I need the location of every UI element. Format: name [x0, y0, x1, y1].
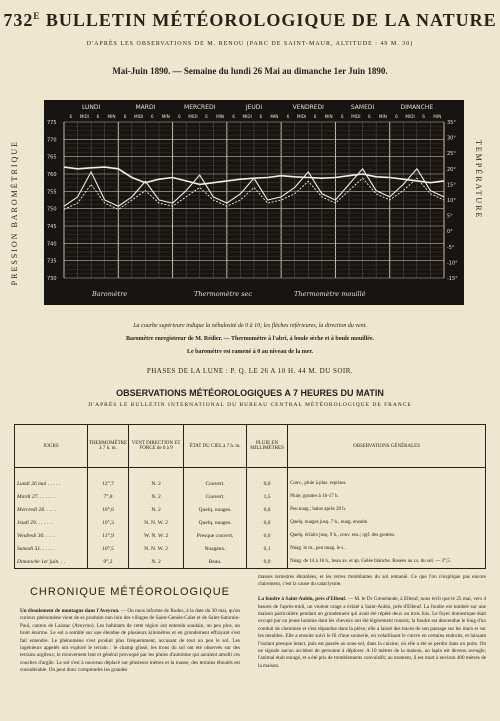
pressure-tick: 730 [47, 276, 57, 282]
temperature-tick: 15° [447, 182, 456, 189]
table-row [15, 490, 486, 503]
col-vent: VENT DIRECTION ET FORCE de 0 à 9 [129, 425, 184, 468]
temperature-tick: -15° [447, 276, 458, 282]
day-label: JEUDI [245, 104, 263, 111]
hour-label: 6 [123, 114, 127, 119]
col-thermometre: THERMOMÈTRE à 7 h. m. [88, 425, 129, 468]
thermo-cell: 11°,9 [88, 529, 129, 542]
observations-subtitle: D'APRÈS LE BULLETIN INTERNATIONAL DU BUREAU CENTRAL MÉTÉOROLOGIQUE DE FRANCE [88, 402, 412, 408]
hour-label: 6 [395, 114, 398, 119]
temperature-tick: 30° [447, 135, 456, 142]
hour-label: 6 [150, 114, 154, 119]
wind-cell: N. 2 [129, 468, 184, 491]
hour-label: 6 [178, 114, 181, 119]
day-cell: Jeudi 29. . . . . . . [15, 516, 88, 529]
hour-label: MIDI [188, 114, 198, 119]
hour-label: 6 [422, 114, 425, 119]
rain-cell: 0,0 [247, 516, 288, 529]
hour-label: 6 [205, 114, 208, 119]
rain-cell: 0,0 [247, 503, 288, 516]
remarks-cell: Quelq. éclairs jusq. 9 h., couv. ens.; qqf. des gouttes. [288, 529, 486, 542]
day-label: VENDREDI [292, 104, 324, 111]
sky-cell: Couvert. [184, 490, 247, 503]
day-cell: Dimanche 1er juin. . . [15, 555, 88, 569]
col-jours: JOURS [15, 425, 88, 468]
hour-label: MIDI [351, 114, 361, 119]
hour-label: MIN [270, 114, 279, 119]
day-cell: Mercredi 28. . . . . [15, 503, 88, 516]
day-cell: Mardi 27. . . . . . . [15, 490, 88, 503]
pressure-axis-label: PRESSION BAROMÉTRIQUE [10, 140, 19, 286]
temperature-tick: 0° [447, 229, 453, 236]
sky-cell: Presque couvert. [184, 529, 247, 542]
pressure-tick: 775 [47, 120, 57, 126]
table-row [15, 555, 486, 569]
day-label: SAMEDI [350, 104, 375, 111]
thermo-cell: 10°,3 [88, 516, 129, 529]
observations-table [14, 424, 486, 569]
day-label: LUNDI [81, 104, 101, 111]
pressure-tick: 770 [47, 137, 57, 144]
day-label: DIMANCHE [400, 104, 434, 111]
chronique-left-column [20, 608, 240, 675]
observer-line: D'APRÈS LES OBSERVATIONS DE M. RENOU (PARC DE SAINT-MAUR, ALTITUDE : 49 M. 30) [86, 41, 414, 47]
sky-cell: Couvert. [184, 468, 247, 491]
temperature-tick: 10° [447, 198, 456, 204]
hour-label: MIDI [296, 114, 307, 119]
temperature-tick: 20° [447, 166, 456, 173]
hour-label: 6 [368, 114, 371, 119]
legend-label: Baromètre [92, 290, 128, 298]
wind-cell: N. 2 [129, 490, 184, 503]
pressure-tick: 735 [47, 258, 57, 265]
article-text-eboulement: — On nous informe de Rodez, à la date du 30 mai, qu'un curieux phénomène vient de se produire non loin des villages de Saint-Geniès-Colet et de Saint-Saturnin-Paul, canton de Laissac (Aveyron). Les habitants de cette région ont entendu soudain, un peu plus, un bruit énorme. Le sol a semblé sur une étendue de plusieurs kilomètres et en grondement effrayant s'est fait entendre. Le phénomène s'est produit plus fréquemment, accusant de tout un peu le sol. Les ingénieurs appelés ont exploré le terrain : le champ glissé, les trous du sol ont été observés sur des terrains argileux; le mouvement lent et général provoqué par les pluies d'automne qui auraient amolli ces couches d'argile. Le sol s'est à nouveau déplacé sur plusieurs mètres et la masse, des terrains éboulés est considérable. On peut donc comprendre les grandes [20, 608, 241, 674]
caption-nebulosity: La courbe supérieure indique la nébulosité de 0 à 10; les flèches inférieures, la direction du vent. [133, 323, 367, 329]
hour-label: MIDI [405, 114, 415, 119]
hour-label: MIN [161, 114, 170, 119]
bulletin-header [0, 10, 500, 31]
article-heading-eboulement: Un éboulement de montagne dans l'Aveyron. [20, 608, 120, 614]
temperature-tick: 25° [447, 151, 456, 158]
wind-cell: N. 2 [129, 555, 184, 569]
rain-cell: 0,1 [247, 542, 288, 555]
caption-instruments: Baromètre enregistreur de M. Rédier. — Thermomètre à l'abri, à boule sèche et à boule mouillée. [125, 336, 375, 342]
hour-label: MIN [107, 114, 116, 119]
pressure-tick: 740 [47, 241, 57, 248]
rain-cell: 0,0 [247, 529, 288, 542]
day-cell: Vendredi 30. . . . . [15, 529, 88, 542]
legend-label: Thermomètre mouillé [294, 290, 366, 298]
sky-cell: Quelq. nuages. [184, 516, 247, 529]
day-label: MARDI [135, 104, 156, 111]
rain-cell: 0,0 [247, 468, 288, 491]
table-row [15, 542, 486, 555]
rain-cell: 1,5 [247, 490, 288, 503]
wind-cell: N. 2 [129, 503, 184, 516]
temperature-axis-label: TEMPÉRATURE [474, 140, 483, 220]
remarks-cell: Couv., pluie à plus. reprises. [288, 468, 486, 491]
hour-label: 6 [96, 114, 100, 119]
weather-chart [44, 100, 464, 305]
wind-cell: W. N. W. 2 [129, 529, 184, 542]
legend-label: Thermomètre sec [194, 290, 253, 298]
pressure-tick: 755 [47, 189, 57, 196]
col-etat-ciel: ÉTAT DU CIEL à 7 h. m. [184, 425, 247, 468]
bulletin-title: $732^E$ BULLETIN MÉTÉOROLOGIQUE DE LA NATURE [3, 10, 497, 30]
rain-cell: 0,0 [247, 555, 288, 569]
moon-phase: PHASES DE LA LUNE : P. Q. LE 26 A 10 H. 44 M. DU SOIR. [146, 367, 354, 375]
table-row [15, 468, 486, 491]
table-row [15, 516, 486, 529]
sky-cell: Nuageux. [184, 542, 247, 555]
hour-label: MIN [433, 114, 442, 119]
hour-label: 6 [286, 114, 290, 119]
thermo-cell: 7°,8 [88, 490, 129, 503]
pressure-tick: 760 [47, 172, 57, 178]
caption-sea-level: Le baromètre est ramené à 0 au niveau de la mer. [186, 349, 314, 355]
day-cell: Lundi 26 mai . . . . . [15, 468, 88, 491]
hour-label: MIDI [242, 114, 252, 119]
thermo-cell: 12°,7 [88, 468, 129, 491]
hour-label: MIDI [133, 114, 144, 119]
wind-cell: N. N. W. 2 [129, 516, 184, 529]
article-heading-foudre: La foudre à Saint-Aubin, près d'Elbeuf. [258, 596, 347, 603]
chronique-right-column [258, 574, 486, 670]
sky-cell: Quelq. nuages. [184, 503, 247, 516]
pressure-tick: 750 [47, 206, 57, 213]
thermo-cell: 10°,6 [88, 503, 129, 516]
weather-chart-svg [44, 100, 464, 305]
hour-label: 6 [232, 114, 235, 119]
hour-label: MIN [216, 114, 225, 119]
remarks-cell: Nuag. le m., peu nuag. le s. [288, 542, 486, 555]
pressure-tick: 745 [47, 224, 57, 230]
table-row [15, 503, 486, 516]
sky-cell: Beau. [184, 555, 247, 569]
col-pluie: PLUIE EN MILLIMÈTRES [247, 425, 288, 468]
thermo-cell: 10°,5 [88, 542, 129, 555]
observations-title: OBSERVATIONS MÉTÉOROLOGIQUES A 7 HEURES DU MATIN [116, 388, 384, 398]
hour-label: MIN [324, 114, 333, 119]
pressure-tick: 765 [47, 154, 57, 161]
remarks-cell: Peu nuag.; halos après 20 h. [288, 503, 486, 516]
temperature-tick: -5° [447, 244, 455, 251]
article-text-foudre: — M. le Dr Grenelande, à Elbeuf, nous écrit que le 25 mai, vers 4 heures de l'après-midi, un violent orage a éclaté à Saint-Aubin, près d'Elbeuf. La foudre est tombée sur une maison particulière pendant un grondement qui avait été répété deux ou trois fois. Le foyer domestique était occupé par un jeune homme dont les cheveux ont été légèrement roussis; la foudre est descendue le long d'un conduit de cheminée et s'est répandue dans la pièce; elle a laissé des traces de son passage sur les murs et sur les meubles. Elle a ensuite suivi le fil d'une sonnerie, en volatilisant le cuivre en certains endroits, et laissant l'isolant presque intact, puis est passée au sous-sol, dans la cuisine, où elle a été se perdre dans un puits. On ne signale aucun accident de personne à déplorer. A 10 mètres de la maison, un lapin est devenu aveugle; l'animal était enragé, et a été pris de tremblements convulsifs; au moment, il est mort à environ 400 mètres de la maison. [258, 596, 486, 669]
thermo-cell: 9°,2 [88, 555, 129, 569]
week-line: Mai-Juin 1890. — Semaine du lundi 26 Mai au dimanche 1er Juin 1890. [112, 66, 388, 76]
temperature-tick: 5° [447, 213, 453, 220]
hour-label: 6 [313, 114, 317, 119]
hour-label: 6 [259, 114, 263, 119]
remarks-cell: Quelq. nuages jusq. 7 h., nuag. ensuite. [288, 516, 486, 529]
wind-cell: N. N. W. 2 [129, 542, 184, 555]
table-row [15, 529, 486, 542]
chronique-title: CHRONIQUE MÉTÉOROLOGIQUE [29, 586, 231, 598]
hour-label: 6 [340, 114, 344, 119]
remarks-cell: Nuag. de 14 à 16 h., beau av. et ap. Gelée blanche. Rosées au r.s. du sol. — 3°,5. [288, 555, 486, 569]
hour-label: MIN [378, 114, 387, 119]
remarks-cell: Pluie; gouttes à 16-17 h. [288, 490, 486, 503]
col-observations: OBSERVATIONS GÉNÉRALES [288, 425, 486, 468]
hour-label: 6 [69, 114, 73, 119]
day-label: MERCREDI [184, 104, 216, 111]
hour-label: MIDI [79, 114, 90, 119]
day-cell: Samedi 31. . . . . . [15, 542, 88, 555]
temperature-tick: -10° [447, 260, 458, 267]
article-text-continued: masses terrestres ébranlées, et les terres tremblantes du sol remanié. Ce que l'on n'explique pas encore clairement, c'est la cause du cataclysme. [258, 574, 486, 588]
temperature-tick: 35° [447, 120, 456, 126]
